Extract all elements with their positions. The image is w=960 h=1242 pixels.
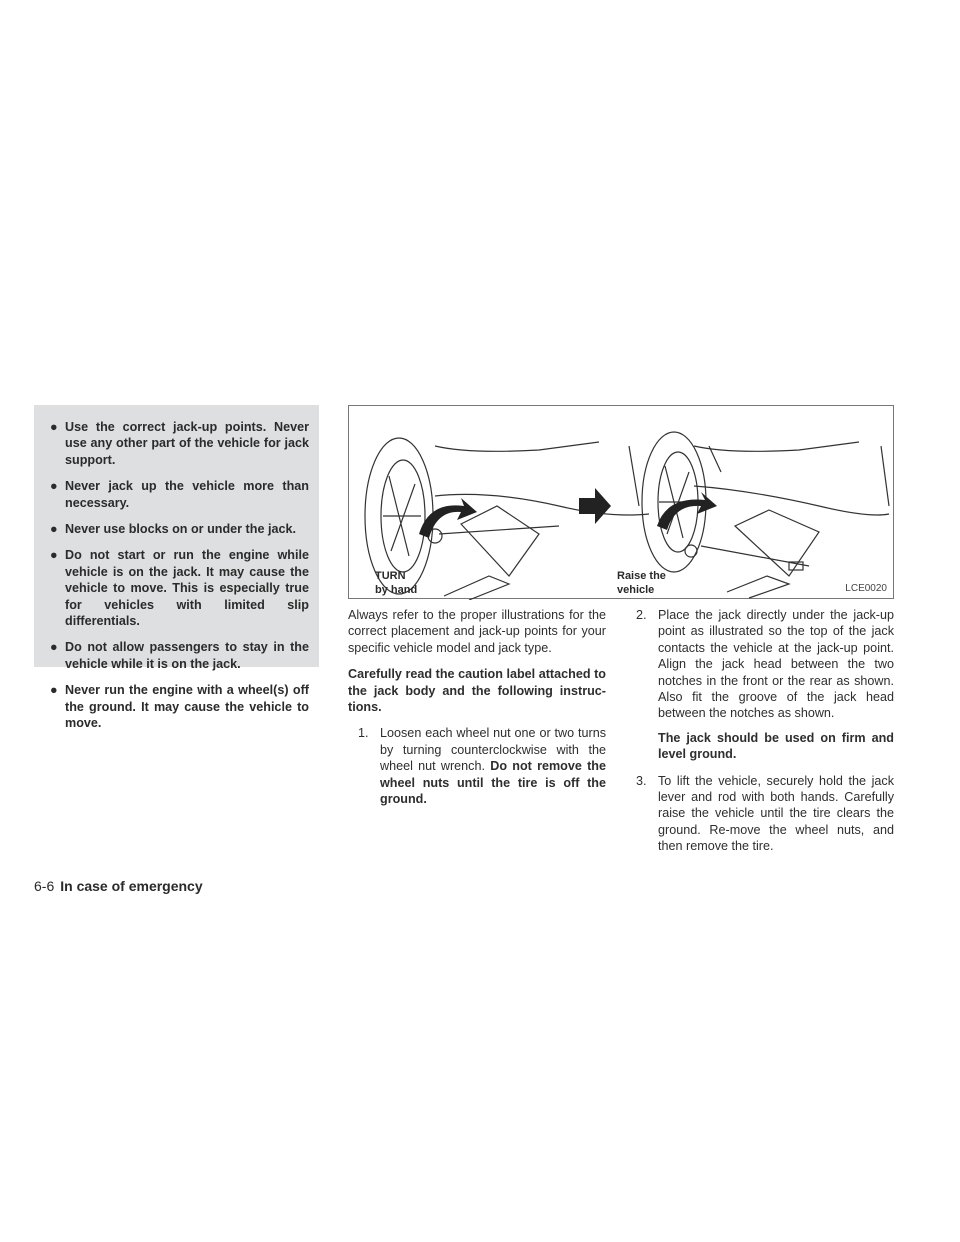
intro-paragraph: Always refer to the proper illustrations for the correct placement and jack-up points for your specific vehicle model and jack type. bbox=[348, 608, 606, 655]
step-number: 3. bbox=[636, 773, 647, 788]
bullet-icon: ● bbox=[50, 420, 58, 434]
step-number: 1. bbox=[358, 726, 369, 741]
bullet-icon: ● bbox=[50, 522, 58, 537]
raise-vehicle-label: Raise the vehicle bbox=[617, 570, 666, 596]
bullet-icon: ● bbox=[50, 548, 58, 563]
step-1: 1. Loosen each wheel nut one or two turns by turning counterclockwise with the wheel nut wrench. Do not remove the wheel nuts until the tire is off the ground. bbox=[358, 726, 607, 807]
caution-item: ● Use the correct jack-up points. Never use any other part of the vehicle for jack support. bbox=[50, 420, 309, 467]
section-title: In case of emergency bbox=[60, 878, 203, 894]
bullet-icon: ● bbox=[50, 683, 58, 698]
page-number: 6-6 bbox=[34, 878, 55, 894]
middle-column bbox=[348, 607, 606, 817]
right-column bbox=[636, 607, 894, 865]
caution-read-paragraph: Carefully read the caution label attached to the jack body and the following instruc-tions. bbox=[348, 667, 606, 715]
steps-list bbox=[348, 725, 606, 807]
caution-list bbox=[34, 405, 319, 732]
caution-item: ● Never use blocks on or under the jack. bbox=[50, 522, 296, 537]
step-3: 3. To lift the vehicle, securely hold the jack lever and rod with both hands. Carefully raise the vehicle until the tire clears the ground. Re-move the wheel nuts, and then remove the tire. bbox=[636, 773, 894, 854]
caution-item: ● Never jack up the vehicle more than necessary. bbox=[50, 479, 309, 510]
turn-by-hand-label: TURN by hand bbox=[375, 570, 418, 596]
step-2: 2. Place the jack directly under the jack-up point as illustrated so the top of the jack contacts the vehicle at the jack-up point. Align the jack head between the two notches in the front or the rear as shown. Also fit the groove of the jack head between the notches as shown. The jack should be used on firm and level ground. bbox=[636, 608, 894, 762]
caution-box bbox=[34, 405, 319, 731]
figure-id: LCE0020 bbox=[845, 583, 887, 594]
bullet-icon: ● bbox=[50, 640, 58, 655]
step-number: 2. bbox=[636, 608, 647, 622]
step-2-warning: The jack should be used on firm and level ground. bbox=[658, 730, 894, 762]
caution-item: ● Do not allow passengers to stay in the vehicle while it is on the jack. bbox=[50, 640, 309, 671]
steps-list bbox=[636, 607, 894, 855]
jack-illustration bbox=[348, 405, 894, 599]
caution-item: ● Never run the engine with a wheel(s) off the ground. It may cause the vehicle to move. bbox=[50, 683, 309, 731]
bullet-icon: ● bbox=[50, 479, 58, 494]
caution-item: ● Do not start or run the engine while vehicle is on the jack. It may cause the vehicle to move. This is especially true for vehicles with limited slip differentials. bbox=[50, 548, 309, 629]
step-1-warning: Do not remove the wheel nuts until the tire is off the ground. bbox=[380, 759, 607, 807]
page-footer bbox=[34, 878, 203, 894]
